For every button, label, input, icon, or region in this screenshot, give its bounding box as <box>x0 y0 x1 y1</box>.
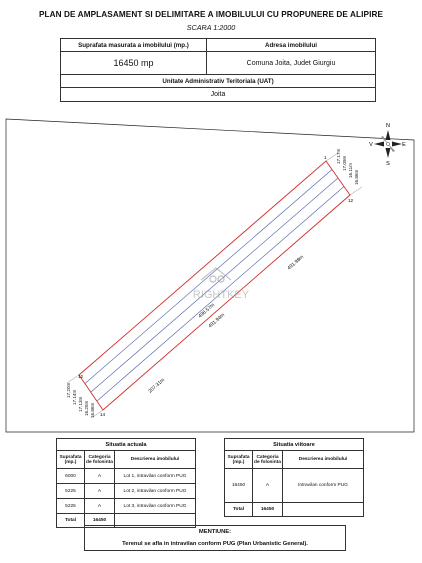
dimension-label: 17.20m <box>66 382 71 398</box>
table-cell: Intravilan conform PUG <box>283 469 364 503</box>
table-cell: A <box>85 469 115 484</box>
dimension-label: 17.13m <box>78 396 83 412</box>
table-cell: A <box>85 484 115 499</box>
compass-icon <box>374 130 402 158</box>
table-cell: A <box>85 499 115 514</box>
table-cell: Lot 2, intravilan conform PUG <box>115 484 196 499</box>
column-header: Categoria de folosinta <box>253 451 283 469</box>
table-row <box>57 499 196 514</box>
column-header: Descrierea imobilului <box>283 451 364 469</box>
total-label: Total <box>57 514 85 528</box>
table-cell: 5225 <box>57 484 85 499</box>
compass-v-label: V <box>369 142 373 148</box>
dimension-label: 16.86m <box>90 402 95 418</box>
table-caption: Situatia viitoare <box>225 439 364 451</box>
corner-label: 12 <box>348 198 354 203</box>
compass-n-label: N <box>386 123 390 129</box>
table-cell: 5225 <box>57 499 85 514</box>
table-cell: A <box>253 469 283 503</box>
scale-label: SCARA 1:2000 <box>186 23 236 32</box>
table-cell <box>283 503 364 517</box>
corner-label: 1 <box>324 155 327 160</box>
dimension-label: 16.25m <box>84 400 89 416</box>
column-header: Descrierea imobilului <box>115 451 196 469</box>
future-situation-table <box>224 438 364 517</box>
table-row <box>57 469 196 484</box>
table-cell: 6000 <box>57 469 85 484</box>
dimension-label: 17.09m <box>342 155 347 171</box>
table-cell: Lot 3, intravilan conform PUG <box>115 499 196 514</box>
table-row <box>225 469 364 503</box>
mentiune-box <box>84 525 346 551</box>
table-caption: Situatia actuala <box>57 439 196 451</box>
property-info-table <box>60 38 376 102</box>
area-label: Suprafata masurata a imobilului (mp.) <box>61 39 207 52</box>
column-header: Categoria de folosinta <box>85 451 115 469</box>
total-label: Total <box>225 503 253 517</box>
dimension-label: 491.98m <box>286 254 306 272</box>
corner-label: 12 <box>78 374 84 379</box>
dimension-label: 16.11m <box>348 163 353 178</box>
table-row <box>57 484 196 499</box>
address-value: Comuna Joita, Judet Giurgiu <box>207 52 376 75</box>
compass-s-label: S <box>386 161 390 167</box>
table-cell: 16450 <box>225 469 253 503</box>
column-header: Suprafata (mp.) <box>57 451 85 469</box>
address-label: Adresa imobilului <box>207 39 376 52</box>
mentiune-text: Terenul se afla in intravilan conform PUG (Plan Urbanistic General). <box>122 541 308 547</box>
current-situation-table <box>56 438 196 528</box>
dimension-label: 16.86m <box>354 169 359 185</box>
page-title: PLAN DE AMPLASAMENT SI DELIMITARE A IMOBILULUI CU PROPUNERE DE ALIPIRE <box>38 10 384 19</box>
total-value: 16450 <box>85 514 115 528</box>
mentiune-title: MENTIUNE: <box>198 529 232 535</box>
column-header: Suprafata (mp.) <box>225 451 253 469</box>
dimension-label: 17.17m <box>336 148 341 164</box>
dimension-label: 207.31m <box>147 377 167 395</box>
dimension-label: 17.14m <box>72 389 77 405</box>
watermark-text: RIGHTKEY <box>192 289 250 301</box>
dimension-label: 491.94m <box>207 312 227 330</box>
compass-e-label: E <box>402 142 406 148</box>
total-value: 16450 <box>253 503 283 517</box>
uat-value: Joita <box>61 88 376 102</box>
uat-label: Unitate Administrativ Teritoriala (UAT) <box>61 75 376 88</box>
area-value: 16450 mp <box>61 52 207 75</box>
table-cell: Lot 1, intravilan conform PUG <box>115 469 196 484</box>
total-row <box>225 503 364 517</box>
dimension-label: 496.57m <box>197 302 217 320</box>
corner-label: 14 <box>100 412 106 417</box>
watermark-logo <box>176 262 266 307</box>
